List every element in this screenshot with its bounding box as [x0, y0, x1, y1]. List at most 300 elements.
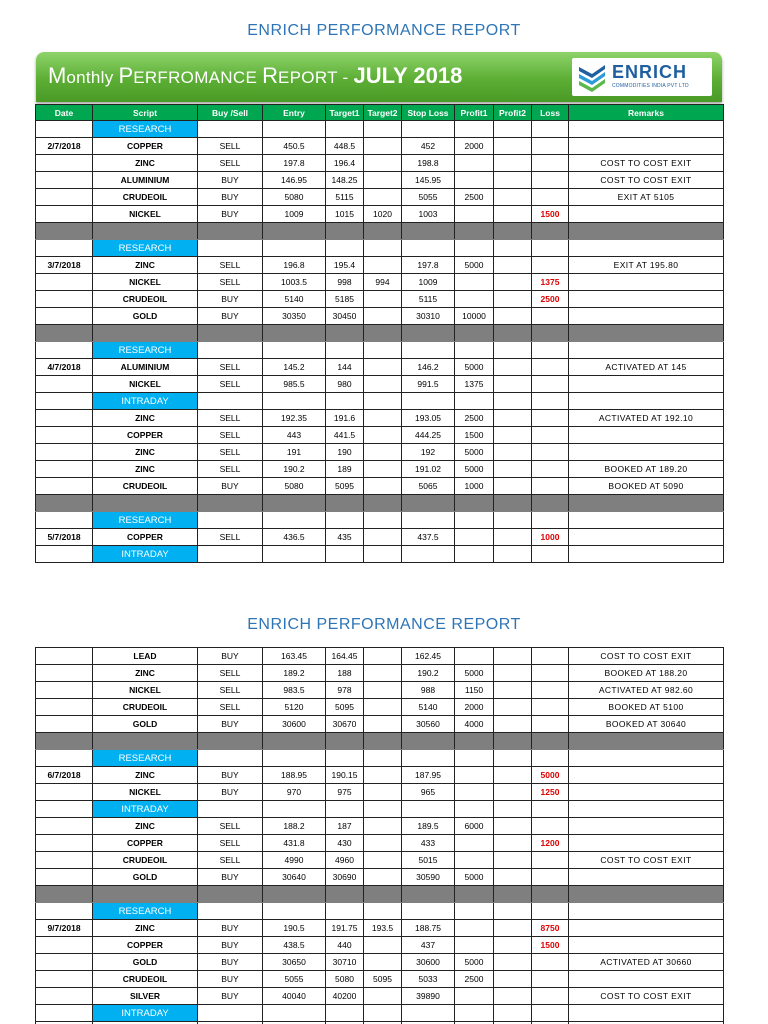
cell-profit1 [455, 172, 494, 189]
cell-date [36, 971, 93, 988]
separator-cell [364, 495, 402, 512]
trade-row [36, 274, 724, 291]
column-header-buy-sell: Buy /Sell [198, 105, 263, 121]
cell-remarks [569, 818, 724, 835]
cell-profit2 [494, 784, 532, 801]
cell-script: COPPER [93, 835, 198, 852]
cell-buy-sell: SELL [198, 274, 263, 291]
cell-loss [532, 172, 569, 189]
empty-cell [494, 1005, 532, 1022]
cell-profit2 [494, 291, 532, 308]
section-label: RESEARCH [93, 750, 198, 767]
cell-date [36, 155, 93, 172]
empty-cell [402, 512, 455, 529]
cell-script: NICKEL [93, 376, 198, 393]
cell-profit2 [494, 461, 532, 478]
trade-row [36, 869, 724, 886]
cell-remarks: BOOKED AT 5090 [569, 478, 724, 495]
trade-row [36, 682, 724, 699]
cell-profit1: 1375 [455, 376, 494, 393]
trade-row [36, 767, 724, 784]
cell-profit2 [494, 427, 532, 444]
cell-buy-sell: BUY [198, 869, 263, 886]
trade-row [36, 291, 724, 308]
cell-profit1: 2000 [455, 699, 494, 716]
empty-cell [402, 342, 455, 359]
empty-cell [455, 801, 494, 818]
cell-date [36, 682, 93, 699]
cell-date [36, 699, 93, 716]
separator-cell [326, 223, 364, 240]
separator-cell [402, 223, 455, 240]
cell-loss [532, 852, 569, 869]
cell-entry: 40040 [263, 988, 326, 1005]
section-row [36, 903, 724, 920]
empty-cell [569, 342, 724, 359]
cell-entry: 985.5 [263, 376, 326, 393]
cell-date [36, 665, 93, 682]
cell-date [36, 478, 93, 495]
cell-buy-sell: BUY [198, 189, 263, 206]
empty-cell [198, 750, 263, 767]
cell-remarks: ACTIVATED AT 30660 [569, 954, 724, 971]
empty-cell [455, 512, 494, 529]
separator-cell [402, 733, 455, 750]
cell-stop-loss: 5033 [402, 971, 455, 988]
cell-profit1 [455, 835, 494, 852]
empty-cell [532, 393, 569, 410]
cell-loss [532, 189, 569, 206]
cell-remarks [569, 971, 724, 988]
separator-cell [93, 733, 198, 750]
empty-cell [364, 121, 402, 138]
cell-loss [532, 954, 569, 971]
cell-target1: 30710 [326, 954, 364, 971]
separator-cell [455, 325, 494, 342]
cell-script: NICKEL [93, 206, 198, 223]
cell-buy-sell: BUY [198, 172, 263, 189]
cell-target1: 978 [326, 682, 364, 699]
cell-profit1 [455, 852, 494, 869]
section-label: INTRADAY [93, 546, 198, 563]
cell-stop-loss: 5015 [402, 852, 455, 869]
cell-stop-loss: 190.2 [402, 665, 455, 682]
enrich-logo [572, 58, 712, 96]
cell-entry: 30350 [263, 308, 326, 325]
empty-cell [326, 240, 364, 257]
cell-date [36, 835, 93, 852]
separator-cell [36, 886, 93, 903]
trade-row [36, 478, 724, 495]
cell-stop-loss: 39890 [402, 988, 455, 1005]
section-row [36, 121, 724, 138]
cell-entry: 145.2 [263, 359, 326, 376]
cell-profit1 [455, 767, 494, 784]
separator-cell [455, 886, 494, 903]
cell-date [36, 937, 93, 954]
separator-cell [326, 325, 364, 342]
empty-cell [198, 121, 263, 138]
cell-target1: 30670 [326, 716, 364, 733]
cell-profit1 [455, 274, 494, 291]
cell-target2 [364, 359, 402, 376]
trade-row [36, 461, 724, 478]
cell-stop-loss: 1003 [402, 206, 455, 223]
separator-cell [263, 733, 326, 750]
trade-row [36, 444, 724, 461]
section-label: RESEARCH [93, 121, 198, 138]
cell-loss [532, 971, 569, 988]
column-header-stop-loss: Stop Loss [402, 105, 455, 121]
cell-buy-sell: BUY [198, 291, 263, 308]
cell-script: NICKEL [93, 784, 198, 801]
cell-target1: 188 [326, 665, 364, 682]
empty-cell [198, 342, 263, 359]
cell-date [36, 308, 93, 325]
cell-loss [532, 138, 569, 155]
separator-cell [263, 223, 326, 240]
empty-cell [569, 801, 724, 818]
cell-target2 [364, 138, 402, 155]
column-header-loss: Loss [532, 105, 569, 121]
cell-target1: 30450 [326, 308, 364, 325]
cell-stop-loss: 1009 [402, 274, 455, 291]
enrich-swoosh-icon [576, 61, 608, 93]
cell-remarks [569, 291, 724, 308]
cell-buy-sell: SELL [198, 444, 263, 461]
banner-eport: EPORT - [278, 68, 354, 87]
empty-cell [364, 393, 402, 410]
cell-remarks: BOOKED AT 188.20 [569, 665, 724, 682]
trade-row [36, 648, 724, 665]
cell-entry: 443 [263, 427, 326, 444]
cell-target2 [364, 461, 402, 478]
trade-row [36, 954, 724, 971]
banner-m: M [48, 63, 67, 88]
empty-cell [532, 903, 569, 920]
empty-cell [532, 1005, 569, 1022]
empty-cell [326, 342, 364, 359]
cell-loss: 1500 [532, 937, 569, 954]
cell-stop-loss: 444.25 [402, 427, 455, 444]
cell-buy-sell: BUY [198, 767, 263, 784]
cell-profit2 [494, 648, 532, 665]
cell-target1: 1015 [326, 206, 364, 223]
cell-profit2 [494, 189, 532, 206]
cell-date [36, 291, 93, 308]
separator-cell [402, 495, 455, 512]
trade-row [36, 784, 724, 801]
separator-cell [36, 495, 93, 512]
separator-cell [36, 223, 93, 240]
column-header-remarks: Remarks [569, 105, 724, 121]
cell-target2 [364, 478, 402, 495]
cell-profit2 [494, 937, 532, 954]
trade-row [36, 920, 724, 937]
empty-cell [198, 546, 263, 563]
cell-target2 [364, 291, 402, 308]
report-title-top: ENRICH PERFORMANCE REPORT [247, 22, 521, 39]
cell-script: GOLD [93, 716, 198, 733]
cell-remarks [569, 138, 724, 155]
cell-profit1 [455, 529, 494, 546]
cell-remarks: COST TO COST EXIT [569, 155, 724, 172]
empty-cell [455, 546, 494, 563]
cell-loss [532, 461, 569, 478]
separator-cell [455, 733, 494, 750]
column-header-target1: Target1 [326, 105, 364, 121]
cell-loss [532, 699, 569, 716]
cell-remarks: EXIT AT 195.80 [569, 257, 724, 274]
trade-row [36, 971, 724, 988]
cell-target1: 195.4 [326, 257, 364, 274]
trade-row [36, 206, 724, 223]
cell-stop-loss: 30310 [402, 308, 455, 325]
cell-target1: 998 [326, 274, 364, 291]
cell-date [36, 852, 93, 869]
cell-stop-loss: 191.02 [402, 461, 455, 478]
cell-date [36, 410, 93, 427]
empty-cell [198, 512, 263, 529]
cell-target2: 994 [364, 274, 402, 291]
cell-profit2 [494, 376, 532, 393]
cell-target2 [364, 835, 402, 852]
separator-cell [36, 733, 93, 750]
cell-date: 2/7/2018 [36, 138, 93, 155]
cell-entry: 4990 [263, 852, 326, 869]
cell-profit1: 2500 [455, 189, 494, 206]
cell-entry: 5080 [263, 478, 326, 495]
cell-remarks: BOOKED AT 30640 [569, 716, 724, 733]
cell-target2 [364, 189, 402, 206]
empty-cell [494, 240, 532, 257]
cell-entry: 189.2 [263, 665, 326, 682]
cell-loss [532, 869, 569, 886]
cell-date [36, 189, 93, 206]
separator-cell [198, 223, 263, 240]
cell-loss [532, 427, 569, 444]
cell-script: ZINC [93, 155, 198, 172]
cell-buy-sell: BUY [198, 716, 263, 733]
cell-loss [532, 257, 569, 274]
cell-target1: 190 [326, 444, 364, 461]
cell-stop-loss: 192 [402, 444, 455, 461]
cell-script: CRUDEOIL [93, 852, 198, 869]
cell-remarks [569, 937, 724, 954]
trade-row [36, 988, 724, 1005]
cell-remarks [569, 427, 724, 444]
empty-cell [455, 240, 494, 257]
separator-cell [532, 223, 569, 240]
separator-row [36, 325, 724, 342]
cell-loss [532, 359, 569, 376]
cell-target1: 4960 [326, 852, 364, 869]
cell-profit2 [494, 971, 532, 988]
cell-buy-sell: SELL [198, 529, 263, 546]
empty-cell [402, 903, 455, 920]
banner-onthly: onthly [66, 68, 119, 87]
cell-buy-sell: SELL [198, 835, 263, 852]
cell-target2 [364, 988, 402, 1005]
cell-target1: 144 [326, 359, 364, 376]
separator-cell [494, 733, 532, 750]
column-header-script: Script [93, 105, 198, 121]
empty-cell [494, 546, 532, 563]
separator-row [36, 495, 724, 512]
section-row [36, 750, 724, 767]
trade-row [36, 138, 724, 155]
cell-profit1: 5000 [455, 444, 494, 461]
empty-cell [494, 903, 532, 920]
empty-cell [494, 512, 532, 529]
empty-cell [532, 801, 569, 818]
empty-cell [326, 801, 364, 818]
cell-buy-sell: SELL [198, 852, 263, 869]
banner-month: JULY 2018 [353, 63, 463, 88]
cell-buy-sell: SELL [198, 410, 263, 427]
cell-script: LEAD [93, 648, 198, 665]
cell-entry: 191 [263, 444, 326, 461]
cell-profit2 [494, 138, 532, 155]
empty-cell [364, 546, 402, 563]
cell-target1: 189 [326, 461, 364, 478]
cell-profit2 [494, 699, 532, 716]
empty-cell [532, 121, 569, 138]
separator-row [36, 223, 724, 240]
cell-profit1 [455, 937, 494, 954]
separator-cell [569, 733, 724, 750]
banner-erfromance: ERFROMANCE [133, 68, 263, 87]
empty-cell [402, 801, 455, 818]
cell-remarks [569, 444, 724, 461]
cell-stop-loss: 5065 [402, 478, 455, 495]
cell-target1: 5185 [326, 291, 364, 308]
cell-loss: 1250 [532, 784, 569, 801]
cell-target2 [364, 308, 402, 325]
cell-script: CRUDEOIL [93, 291, 198, 308]
cell-profit2 [494, 954, 532, 971]
empty-cell [494, 801, 532, 818]
separator-cell [569, 223, 724, 240]
trade-row [36, 427, 724, 444]
separator-cell [569, 886, 724, 903]
cell-target2 [364, 937, 402, 954]
cell-buy-sell: SELL [198, 665, 263, 682]
cell-stop-loss: 30560 [402, 716, 455, 733]
separator-cell [326, 733, 364, 750]
cell-target1: 191.6 [326, 410, 364, 427]
empty-cell [198, 393, 263, 410]
cell-target2 [364, 155, 402, 172]
cell-target2 [364, 410, 402, 427]
empty-cell [326, 1005, 364, 1022]
empty-cell [263, 750, 326, 767]
empty-cell [198, 240, 263, 257]
cell-script: ZINC [93, 461, 198, 478]
cell-script: NICKEL [93, 274, 198, 291]
cell-entry: 5055 [263, 971, 326, 988]
empty-cell [402, 750, 455, 767]
cell-script: ZINC [93, 818, 198, 835]
section-row [36, 801, 724, 818]
empty-cell [326, 393, 364, 410]
separator-cell [532, 886, 569, 903]
cell-profit2 [494, 444, 532, 461]
cell-stop-loss: 5115 [402, 291, 455, 308]
cell-target2 [364, 665, 402, 682]
cell-script: ZINC [93, 767, 198, 784]
cell-entry: 1009 [263, 206, 326, 223]
cell-profit1: 4000 [455, 716, 494, 733]
cell-script: ALUMINIUM [93, 172, 198, 189]
trade-row [36, 529, 724, 546]
trade-row [36, 376, 724, 393]
column-header-entry: Entry [263, 105, 326, 121]
cell-remarks [569, 767, 724, 784]
cell-target2 [364, 444, 402, 461]
section-label: RESEARCH [93, 903, 198, 920]
cell-date: 5/7/2018 [36, 529, 93, 546]
cell-buy-sell: SELL [198, 376, 263, 393]
monthly-report-banner [36, 52, 722, 102]
performance-table-2 [35, 647, 724, 1024]
trade-row [36, 257, 724, 274]
cell-entry: 197.8 [263, 155, 326, 172]
cell-target1: 187 [326, 818, 364, 835]
trade-row [36, 410, 724, 427]
cell-target1: 980 [326, 376, 364, 393]
cell-profit1: 1000 [455, 478, 494, 495]
cell-profit1: 5000 [455, 954, 494, 971]
cell-profit1: 6000 [455, 818, 494, 835]
cell-stop-loss: 5140 [402, 699, 455, 716]
cell-target1: 190.15 [326, 767, 364, 784]
cell-entry: 30600 [263, 716, 326, 733]
cell-script: GOLD [93, 954, 198, 971]
empty-cell [326, 121, 364, 138]
trade-row [36, 308, 724, 325]
cell-date: 9/7/2018 [36, 920, 93, 937]
cell-script: CRUDEOIL [93, 971, 198, 988]
separator-cell [364, 325, 402, 342]
cell-profit1 [455, 155, 494, 172]
cell-target2 [364, 699, 402, 716]
cell-stop-loss: 30600 [402, 954, 455, 971]
cell-target2 [364, 767, 402, 784]
trade-row [36, 835, 724, 852]
cell-profit1 [455, 988, 494, 1005]
cell-loss [532, 155, 569, 172]
cell-profit2 [494, 410, 532, 427]
trade-row [36, 937, 724, 954]
cell-stop-loss: 437 [402, 937, 455, 954]
cell-profit1 [455, 920, 494, 937]
cell-profit2 [494, 716, 532, 733]
trade-row [36, 665, 724, 682]
cell-profit1: 5000 [455, 665, 494, 682]
cell-stop-loss: 193.05 [402, 410, 455, 427]
cell-buy-sell: BUY [198, 971, 263, 988]
cell-target2 [364, 869, 402, 886]
cell-loss [532, 478, 569, 495]
cell-script: COPPER [93, 138, 198, 155]
cell-profit2 [494, 478, 532, 495]
separator-cell [494, 886, 532, 903]
cell-buy-sell: SELL [198, 682, 263, 699]
table-header-row [36, 105, 724, 121]
empty-cell [569, 121, 724, 138]
separator-cell [198, 733, 263, 750]
